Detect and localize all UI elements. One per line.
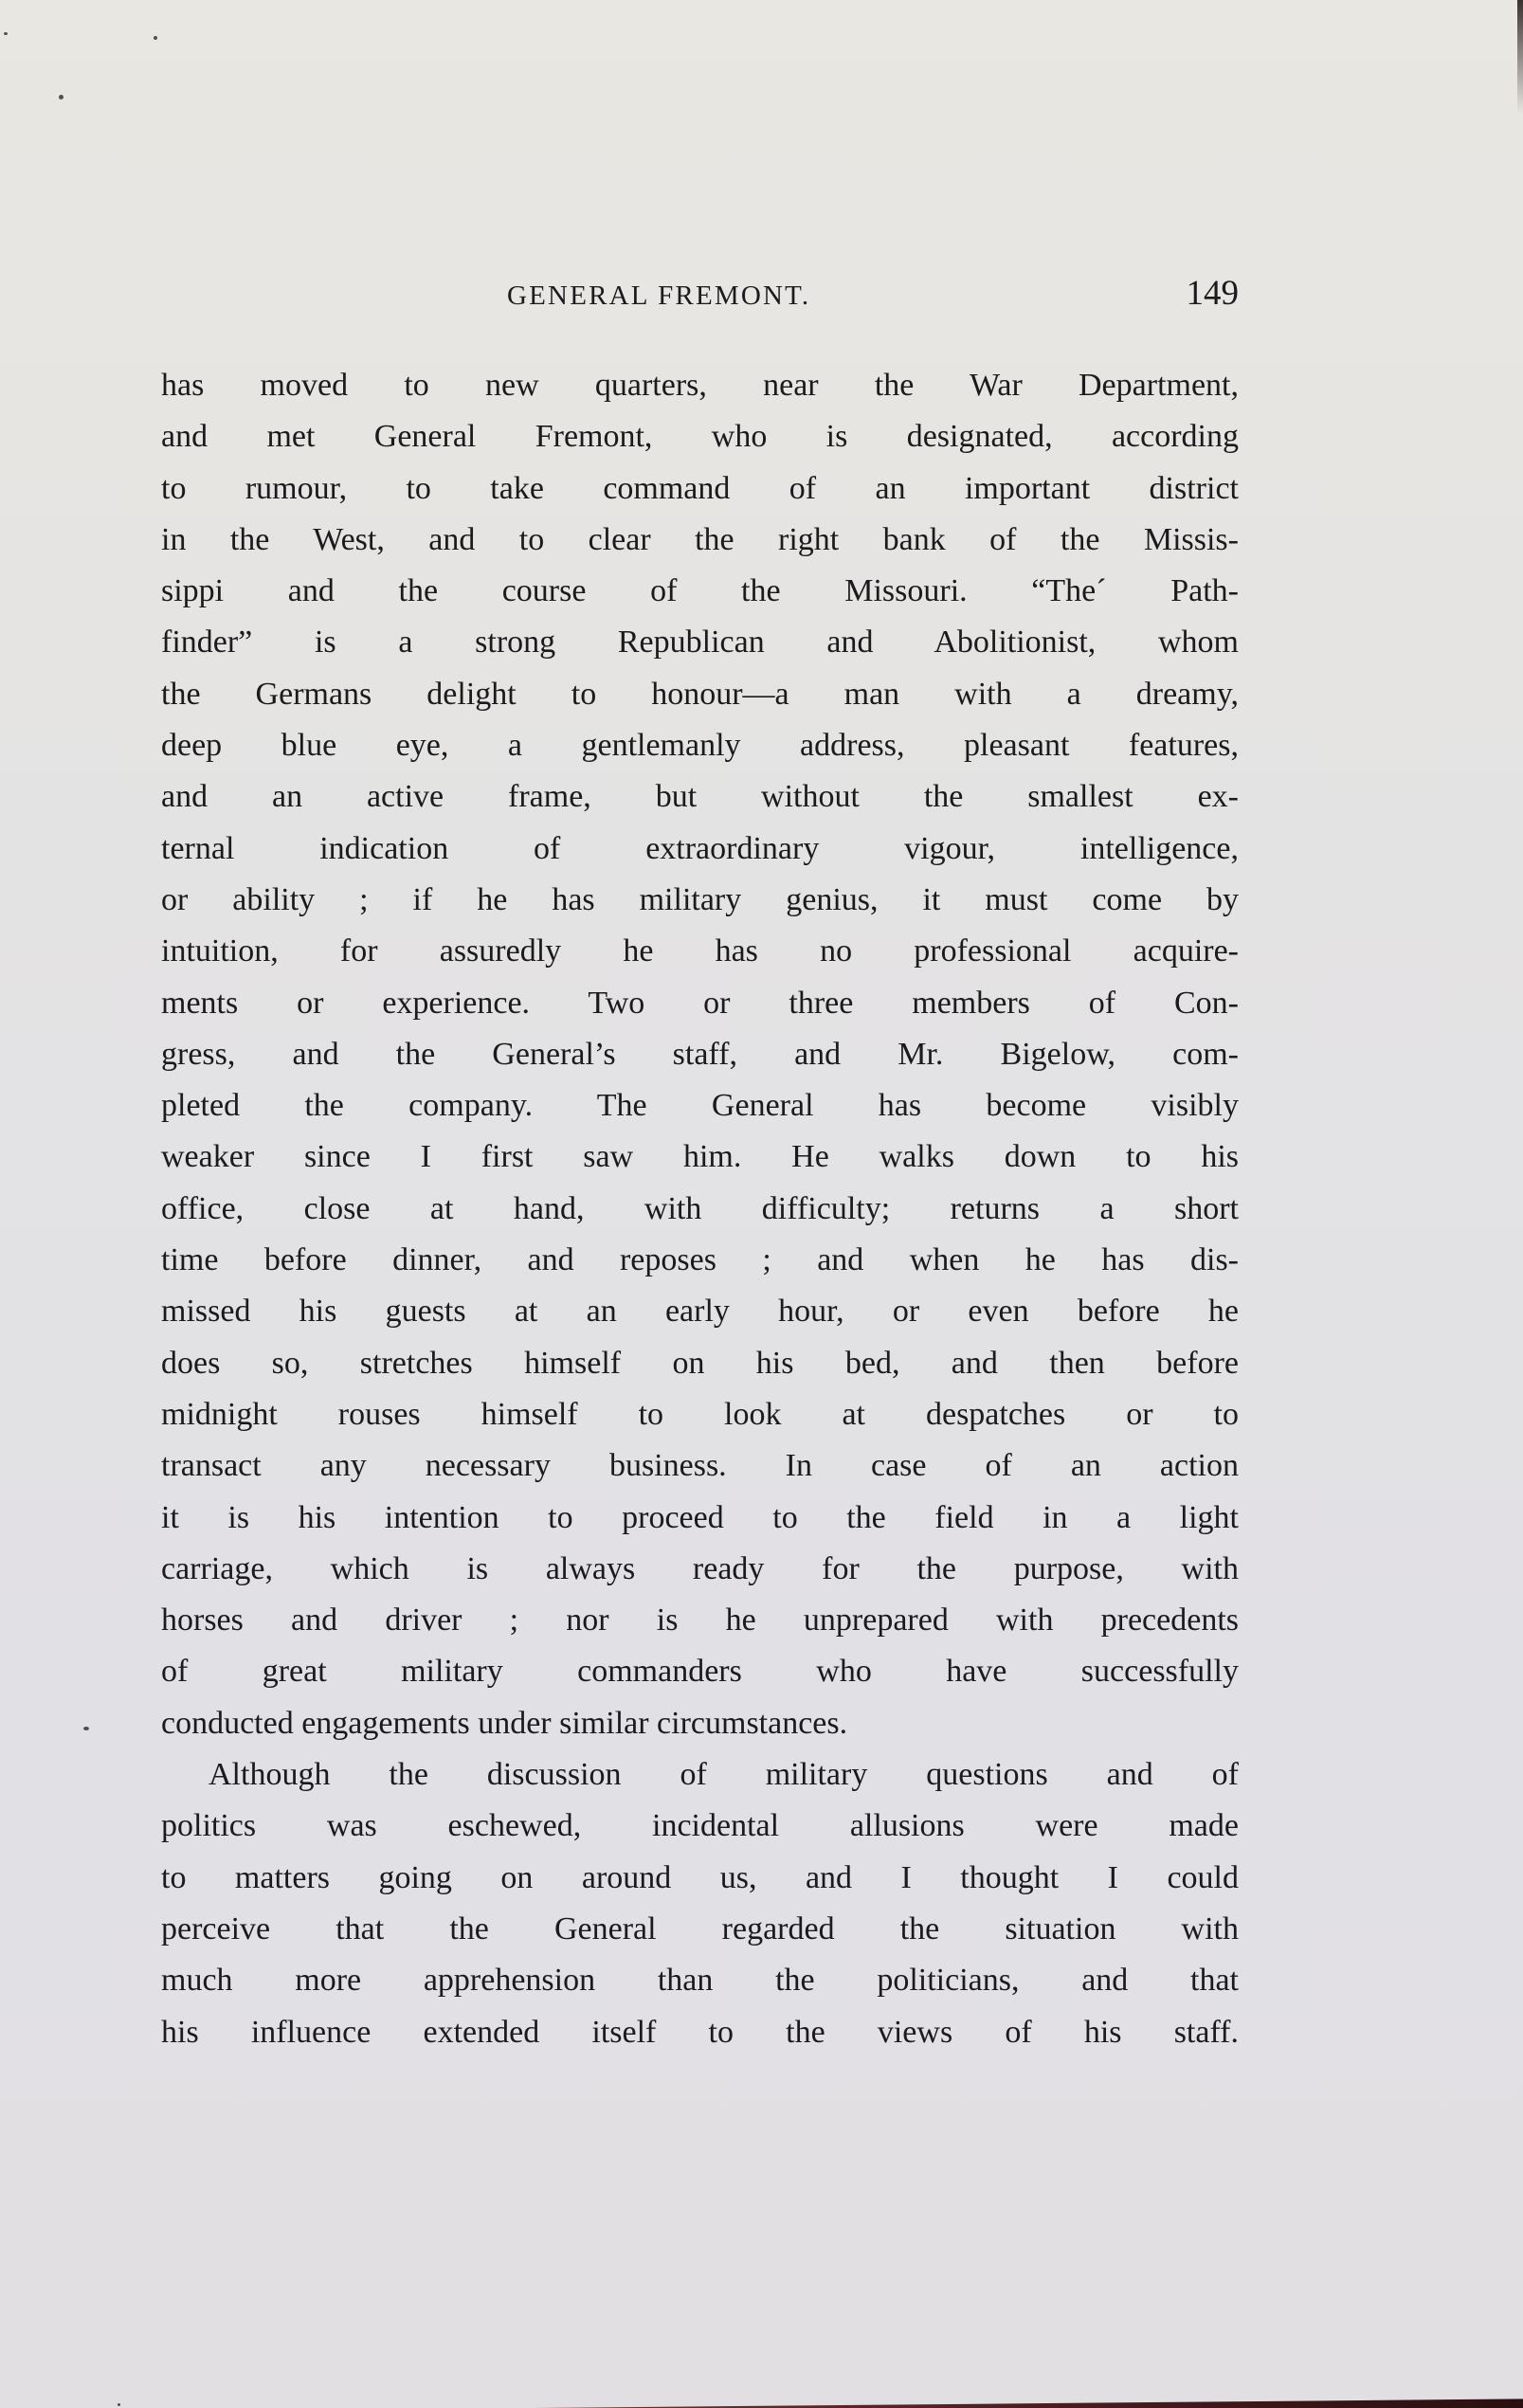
text-line: transact any necessary business. In case of an action (161, 1448, 1239, 1484)
paper-speck (59, 95, 63, 100)
text-line: weaker since I first saw him. He walks down to his (161, 1139, 1239, 1175)
text-line: in the West, and to clear the right bank of the Missis- (161, 521, 1239, 557)
running-head-title: GENERAL FREMONT. (507, 281, 811, 311)
text-line: Although the discussion of military questions and of (209, 1757, 1239, 1793)
text-line: or ability ; if he has military genius, it must come by (161, 881, 1239, 917)
paper-speck (118, 2403, 120, 2406)
text-line: ments or experience. Two or three members of Con- (161, 985, 1239, 1021)
text-line: much more apprehension than the politicians, and that (161, 1963, 1239, 1999)
text-line: carriage, which is always ready for the purpose, with (161, 1550, 1239, 1586)
text-line: time before dinner, and reposes ; and when he has dis- (161, 1242, 1239, 1278)
paper-speck (154, 36, 157, 40)
text-line: office, close at hand, with difficulty; returns a short (161, 1190, 1239, 1226)
text-line: his influence extended itself to the views of his staff. (161, 2014, 1239, 2050)
paper-speck (4, 32, 8, 35)
text-line: horses and driver ; nor is he unprepared with precedents (161, 1602, 1239, 1639)
text-line: it is his intention to proceed to the field in a light (161, 1499, 1239, 1535)
text-line: politics was eschewed, incidental allusions were made (161, 1808, 1239, 1844)
book-binding-edge (0, 2397, 1523, 2408)
text-line: the Germans delight to honour—a man with a dreamy, (161, 676, 1239, 712)
paper-speck (83, 1727, 89, 1730)
text-line: has moved to new quarters, near the War Department, (161, 368, 1239, 403)
text-line: finder” is a strong Republican and Abolitionist, whom (161, 625, 1239, 661)
text-line: pleted the company. The General has become visibly (161, 1088, 1239, 1124)
paragraph (161, 360, 1239, 1749)
text-line: sippi and the course of the Missouri. “The´ Path- (161, 573, 1239, 609)
text-line: missed his guests at an early hour, or even before he (161, 1294, 1239, 1330)
text-line: ternal indication of extraordinary vigour, intelligence, (161, 830, 1239, 866)
text-line: of great military commanders who have successfully (161, 1654, 1239, 1690)
running-head (507, 275, 1239, 317)
text-line: midnight rouses himself to look at despatches or to (161, 1396, 1239, 1432)
page-edge-shadow (1517, 0, 1523, 114)
text-line: deep blue eye, a gentlemanly address, pleasant features, (161, 728, 1239, 764)
text-line: perceive that the General regarded the situation with (161, 1910, 1239, 1946)
text-line: gress, and the General’s staff, and Mr. Bigelow, com- (161, 1036, 1239, 1072)
text-line: to matters going on around us, and I thought I could (161, 1859, 1239, 1895)
text-line: and an active frame, but without the smallest ex- (161, 779, 1239, 815)
text-line: and met General Fremont, who is designated, according (161, 419, 1239, 455)
text-line: does so, stretches himself on his bed, and then before (161, 1345, 1239, 1381)
page-number: 149 (1186, 274, 1239, 313)
text-line: intuition, for assuredly he has no professional acquire- (161, 933, 1239, 969)
paragraph (161, 1749, 1239, 2058)
text-line: conducted engagements under similar circumstances. (161, 1705, 848, 1741)
body-text (161, 360, 1239, 2058)
text-line: to rumour, to take command of an important district (161, 470, 1239, 506)
